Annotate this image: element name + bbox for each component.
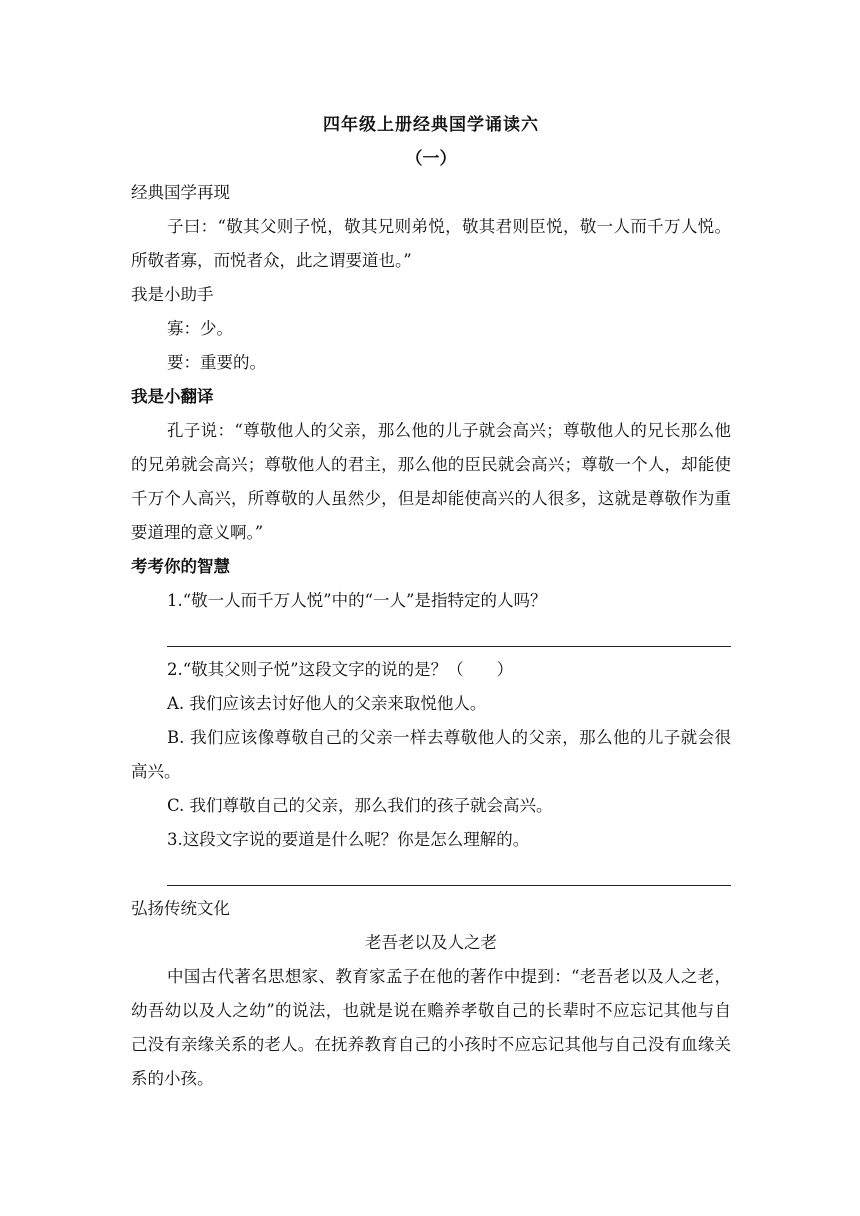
helper-item: 寡：少。 bbox=[167, 319, 233, 338]
translation-text: 孔子说：“尊敬他人的父亲，那么他的儿子就会高兴；尊敬他人的兄长那么他的兄弟就会高兴；尊敬他人的君主，那么他的臣民就会高兴；尊敬一个人，却能使千万个人高兴，所尊敬的人虽然少，但是却能使高兴的人很多，这就是尊敬作为重要道理的意义啊。” bbox=[131, 421, 731, 542]
answer-line-3[interactable] bbox=[167, 857, 731, 886]
document-title: 四年级上册经典国学诵读六 bbox=[323, 115, 539, 135]
document-page bbox=[131, 108, 731, 1096]
section-heading-translation: 我是小翻译 bbox=[131, 387, 214, 406]
culture-text: 中国古代著名思想家、教育家孟子在他的著作中提到：“老吾老以及人之老，幼吾幼以及人之幼”的说法，也就是说在赡养孝敬自己的长辈时不应忘记其他与自己没有亲缘关系的老人。在抚养教育自己的小孩时不应忘记其他与自己没有血缘关系的小孩。 bbox=[131, 967, 731, 1088]
section-heading-culture: 弘扬传统文化 bbox=[131, 899, 230, 918]
option-a: A. 我们应该去讨好他人的父亲来取悦他人。 bbox=[167, 694, 487, 713]
option-b: B. 我们应该像尊敬自己的父亲一样去尊敬他人的父亲，那么他的儿子就会很高兴。 bbox=[131, 728, 731, 781]
section-heading-quiz: 考考你的智慧 bbox=[131, 557, 230, 576]
question-1: 1.“敬一人而千万人悦”中的“一人”是指特定的人吗？ bbox=[167, 591, 547, 610]
helper-item: 要：重要的。 bbox=[167, 353, 266, 372]
part-number: （一） bbox=[405, 149, 457, 169]
culture-subtitle: 老吾老以及人之老 bbox=[365, 933, 497, 952]
question-2: 2.“敬其父则子悦”这段文字的说的是？（ ） bbox=[167, 660, 514, 679]
section-heading-helper: 我是小助手 bbox=[131, 285, 214, 304]
option-c: C. 我们尊敬自己的父亲，那么我们的孩子就会高兴。 bbox=[167, 796, 553, 815]
question-3: 3.这段文字说的要道是什么呢？你是怎么理解的。 bbox=[167, 830, 530, 849]
classic-text: 子曰：“敬其父则子悦，敬其兄则弟悦，敬其君则臣悦，敬一人而千万人悦。所敬者寡，而悦者众，此之谓要道也。” bbox=[131, 217, 731, 270]
section-heading-classic: 经典国学再现 bbox=[131, 183, 230, 202]
answer-line-1[interactable] bbox=[167, 618, 731, 647]
